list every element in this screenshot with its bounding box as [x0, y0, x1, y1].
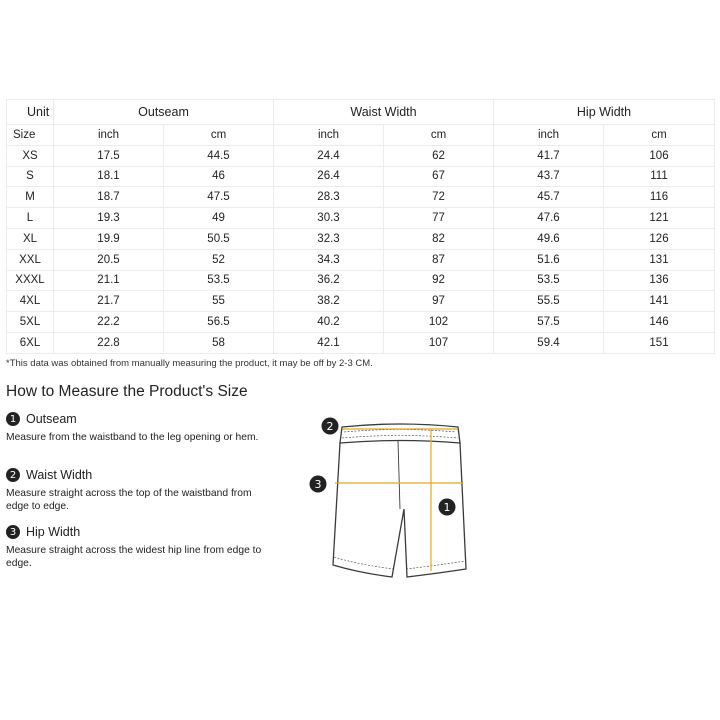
measurement-cell: 151 [604, 332, 715, 353]
measurement-cell: 121 [604, 208, 715, 229]
step-outseam [6, 412, 266, 445]
step-description: Measure straight across the top of the waistband from edge to edge. [6, 488, 252, 512]
subunit-header: inch [274, 125, 384, 146]
waist-width-header: Waist Width [274, 100, 494, 125]
size-cell: 6XL [7, 332, 54, 353]
measurement-cell: 19.3 [54, 208, 164, 229]
measurement-cell: 21.1 [54, 270, 164, 291]
unit-header: Unit [7, 100, 54, 125]
measurement-cell: 50.5 [164, 228, 274, 249]
measurement-cell: 126 [604, 228, 715, 249]
measurement-cell: 36.2 [274, 270, 384, 291]
size-cell: S [7, 166, 54, 187]
section-title: How to Measure the Product's Size [6, 383, 248, 400]
measurement-cell: 45.7 [494, 187, 604, 208]
table-row [7, 187, 715, 208]
step-title: Waist Width [26, 468, 93, 482]
outseam-header: Outseam [54, 100, 274, 125]
measurement-cell: 51.6 [494, 249, 604, 270]
marker-2 [322, 418, 339, 435]
measurement-cell: 34.3 [274, 249, 384, 270]
measurement-cell: 107 [384, 332, 494, 353]
table-row [7, 312, 715, 333]
size-cell: M [7, 187, 54, 208]
measurement-cell: 56.5 [164, 312, 274, 333]
measurement-cell: 18.1 [54, 166, 164, 187]
size-cell: 5XL [7, 312, 54, 333]
measurement-cell: 116 [604, 187, 715, 208]
measurement-cell: 111 [604, 166, 715, 187]
measurement-cell: 22.2 [54, 312, 164, 333]
step-waist-width [6, 468, 266, 513]
measurement-cell: 44.5 [164, 145, 274, 166]
size-cell: XXL [7, 249, 54, 270]
measurement-cell: 38.2 [274, 291, 384, 312]
measurement-cell: 53.5 [494, 270, 604, 291]
measurement-cell: 17.5 [54, 145, 164, 166]
shorts-measurement-diagram [300, 405, 480, 595]
measurement-cell: 55.5 [494, 291, 604, 312]
measurement-cell: 47.6 [494, 208, 604, 229]
measurement-cell: 102 [384, 312, 494, 333]
measurement-cell: 53.5 [164, 270, 274, 291]
measurement-cell: 82 [384, 228, 494, 249]
measurement-cell: 146 [604, 312, 715, 333]
measurement-cell: 52 [164, 249, 274, 270]
step-title: Outseam [26, 412, 77, 426]
measurement-note: *This data was obtained from manually measuring the product, it may be off by 2-3 CM. [6, 358, 373, 369]
subunit-header: inch [494, 125, 604, 146]
marker-2-label: 2 [326, 420, 334, 433]
size-cell: XL [7, 228, 54, 249]
measurement-cell: 26.4 [274, 166, 384, 187]
size-cell: 4XL [7, 291, 54, 312]
measurement-cell: 49 [164, 208, 274, 229]
measurement-cell: 19.9 [54, 228, 164, 249]
marker-3-label: 3 [314, 478, 322, 491]
measurement-cell: 59.4 [494, 332, 604, 353]
step-title: Hip Width [26, 525, 81, 539]
subunit-header: cm [604, 125, 715, 146]
table-row [7, 270, 715, 291]
table-row [7, 166, 715, 187]
size-chart-table [6, 99, 715, 354]
table-row [7, 332, 715, 353]
measurement-cell: 141 [604, 291, 715, 312]
measurement-cell: 131 [604, 249, 715, 270]
measurement-cell: 46 [164, 166, 274, 187]
marker-1 [439, 499, 456, 516]
table-row [7, 291, 715, 312]
measurement-cell: 67 [384, 166, 494, 187]
measurement-cell: 24.4 [274, 145, 384, 166]
measurement-cell: 32.3 [274, 228, 384, 249]
measurement-cell: 40.2 [274, 312, 384, 333]
measurement-cell: 57.5 [494, 312, 604, 333]
measurement-cell: 21.7 [54, 291, 164, 312]
measurement-cell: 43.7 [494, 166, 604, 187]
measurement-cell: 92 [384, 270, 494, 291]
measurement-cell: 77 [384, 208, 494, 229]
size-cell: XS [7, 145, 54, 166]
step-description: Measure straight across the widest hip line from edge to edge. [6, 545, 262, 569]
table-body [7, 145, 715, 353]
measurement-cell: 42.1 [274, 332, 384, 353]
step-number-badge: 3 [6, 525, 20, 539]
size-header: Size [7, 125, 54, 146]
step-hip-width [6, 525, 266, 570]
step-number-badge: 2 [6, 468, 20, 482]
measurement-cell: 62 [384, 145, 494, 166]
measurement-cell: 106 [604, 145, 715, 166]
measurement-cell: 49.6 [494, 228, 604, 249]
measurement-cell: 87 [384, 249, 494, 270]
table-unit-row [7, 125, 715, 146]
subunit-header: inch [54, 125, 164, 146]
table-row [7, 249, 715, 270]
table-group-header-row [7, 100, 715, 125]
measurement-cell: 97 [384, 291, 494, 312]
measurement-cell: 47.5 [164, 187, 274, 208]
measurement-cell: 72 [384, 187, 494, 208]
hip-width-header: Hip Width [494, 100, 715, 125]
subunit-header: cm [384, 125, 494, 146]
measurement-cell: 22.8 [54, 332, 164, 353]
table-row [7, 228, 715, 249]
measurement-cell: 55 [164, 291, 274, 312]
marker-1-label: 1 [443, 501, 451, 514]
size-cell: XXXL [7, 270, 54, 291]
measurement-cell: 20.5 [54, 249, 164, 270]
marker-3 [310, 476, 327, 493]
measurement-cell: 28.3 [274, 187, 384, 208]
step-description: Measure from the waistband to the leg opening or hem. [6, 432, 259, 443]
table-row [7, 208, 715, 229]
measurement-cell: 18.7 [54, 187, 164, 208]
size-cell: L [7, 208, 54, 229]
measurement-cell: 136 [604, 270, 715, 291]
measurement-cell: 58 [164, 332, 274, 353]
step-number-badge: 1 [6, 412, 20, 426]
measurement-cell: 41.7 [494, 145, 604, 166]
table-row [7, 145, 715, 166]
subunit-header: cm [164, 125, 274, 146]
measurement-cell: 30.3 [274, 208, 384, 229]
